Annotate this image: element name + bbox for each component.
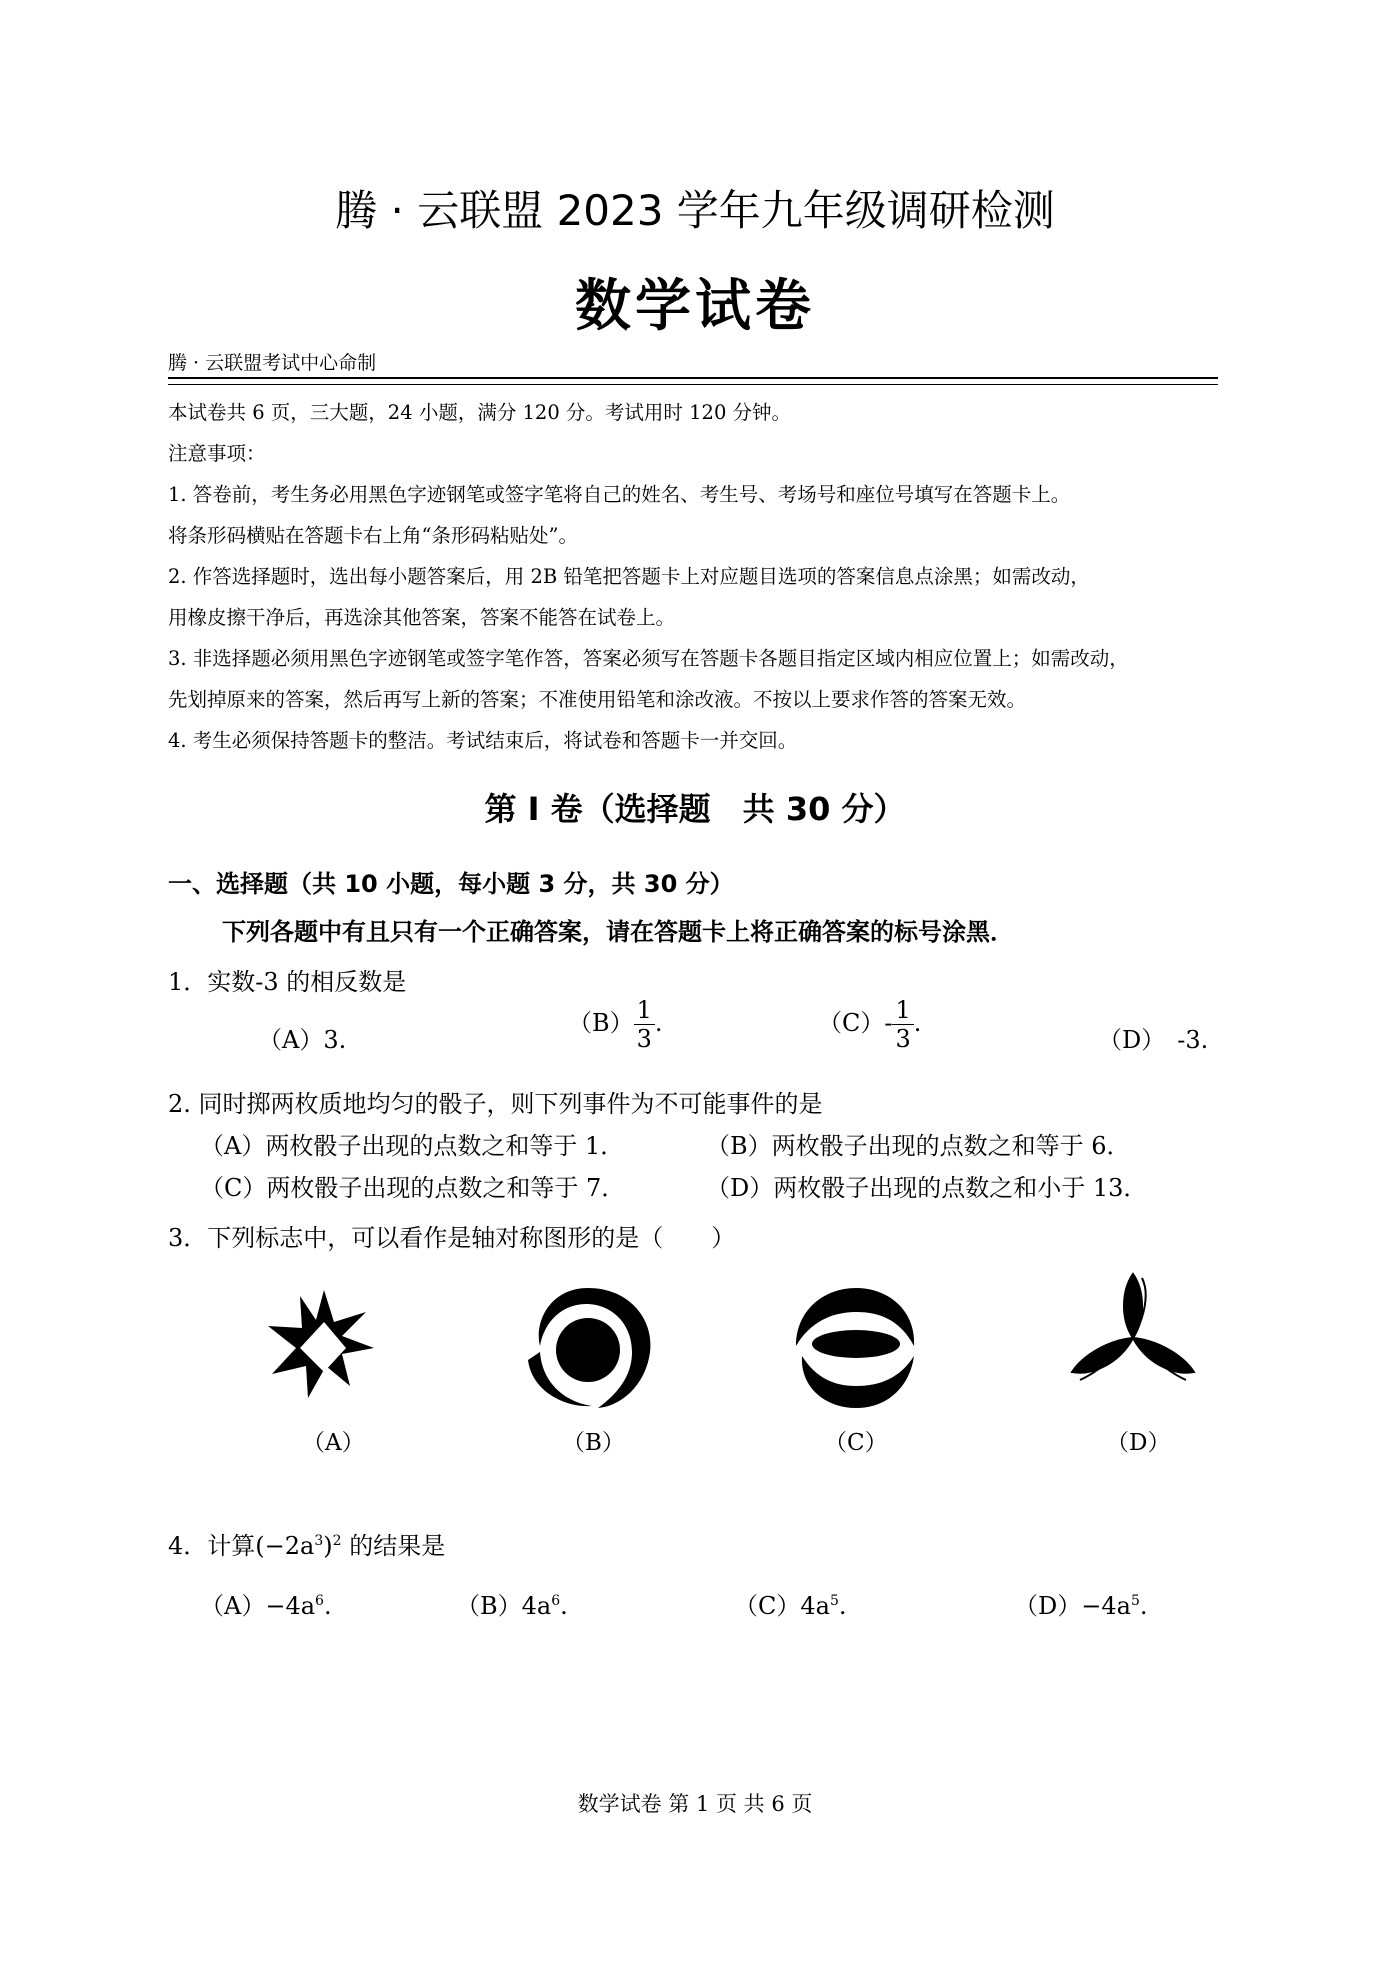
question-2-stem: 2. 同时掷两枚质地均匀的骰子，则下列事件为不可能事件的是 (168, 1090, 823, 1118)
question-3-label-c: （C） (824, 1430, 888, 1456)
exam-series-title: 腾 · 云联盟 2023 学年九年级调研检测 (335, 186, 1055, 235)
option-text: （B）4a (456, 1592, 552, 1620)
fraction (634, 998, 655, 1051)
question-3-label-b: （B） (562, 1430, 625, 1456)
option-period: . (560, 1592, 568, 1620)
notice-line: 用橡皮擦干净后，再选涂其他答案，答案不能答在试卷上。 (168, 606, 676, 629)
exam-issuer: 腾 · 云联盟考试中心命制 (168, 352, 377, 374)
exam-summary: 本试卷共 6 页，三大题，24 小题，满分 120 分。考试用时 120 分钟。 (168, 401, 792, 424)
header-divider-thick (168, 377, 1218, 379)
question-2-option-d: （D）两枚骰子出现的点数之和小于 13． (706, 1174, 1148, 1202)
exponent: 2 (332, 1533, 342, 1549)
notice-line: 先划掉原来的答案，然后再写上新的答案；不准使用铅笔和涂改液。不按以上要求作答的答案无效。 (168, 688, 1027, 711)
notice-line: 2. 作答选择题时，选出每小题答案后，用 2B 铅笔把答题卡上对应题目选项的答案信息点涂黑；如需改动， (168, 565, 1090, 588)
option-text: （D）−4a (1014, 1592, 1131, 1620)
exponent: 5 (1130, 1593, 1140, 1609)
question-1-option-c: （C）- $\frac{1}{3}$ . (818, 996, 922, 1053)
option-text: （C）4a (734, 1592, 830, 1620)
exam-subject-title: 数学试卷 (575, 274, 815, 339)
question-1-option-b: （B） $\frac{1}{3}$ . (568, 996, 663, 1053)
option-c-prefix: （C）- (818, 1009, 893, 1037)
header-divider-thin (168, 384, 1218, 385)
question-1-option-d: （D） -3. (1098, 1026, 1209, 1054)
part-heading: 一、选择题（共 10 小题，每小题 3 分，共 30 分） (168, 870, 734, 898)
question-3-stem: 3．下列标志中，可以看作是轴对称图形的是（ ） (168, 1224, 736, 1252)
question-3-label-a: （A） (302, 1430, 365, 1456)
notice-line: 1. 答卷前，考生务必用黑色字迹钢笔或签字笔将自己的姓名、考生号、考场号和座位号填写在答题卡上。 (168, 483, 1071, 506)
notice-line: 3. 非选择题必须用黑色字迹钢笔或签字笔作答，答案必须写在答题卡各题目指定区域内相应位置上；如需改动， (168, 647, 1129, 670)
part-instruction: 下列各题中有且只有一个正确答案，请在答题卡上将正确答案的标号涂黑． (222, 918, 1014, 946)
option-b-prefix: （B） (568, 1009, 634, 1037)
notice-title: 注意事项： (168, 442, 266, 465)
option-period: . (1139, 1592, 1148, 1620)
question-4-option-d (1014, 1586, 1148, 1621)
page-footer: 数学试卷 第 1 页 共 6 页 (577, 1792, 813, 1816)
stem-expression: (−2a (255, 1532, 315, 1560)
swirl-circle-logo-icon (518, 1282, 658, 1412)
question-2-option-c: （C）两枚骰子出现的点数之和等于 7． (200, 1174, 626, 1202)
fraction-numerator: 1 (892, 998, 913, 1025)
option-period: . (323, 1592, 332, 1620)
exponent: 5 (829, 1593, 839, 1609)
fraction-denominator: 3 (895, 1025, 911, 1053)
question-1-option-a: （A）3. (258, 1026, 347, 1054)
fraction-denominator: 3 (636, 1025, 652, 1053)
question-4-option-c (734, 1586, 847, 1621)
question-4-option-b (456, 1586, 568, 1621)
fraction (892, 998, 913, 1051)
split-ring-logo-icon (780, 1282, 930, 1412)
question-1-stem: 1．实数-3 的相反数是 (168, 968, 407, 996)
question-3-label-d: （D） (1106, 1430, 1171, 1456)
stem-prefix: 4．计算 (168, 1532, 256, 1560)
question-4-stem (168, 1526, 445, 1561)
exponent: 6 (315, 1593, 324, 1609)
option-text: （A）−4a (200, 1592, 316, 1620)
question-2-option-b: （B）两枚骰子出现的点数之和等于 6． (706, 1132, 1131, 1160)
exponent: 3 (314, 1533, 324, 1549)
fraction-numerator: 1 (634, 998, 655, 1025)
section-title: 第 I 卷（选择题 共 30 分） (484, 790, 906, 828)
four-star-logo-icon (258, 1282, 390, 1414)
notice-line: 将条形码横贴在答题卡右上角“条形码粘贴处”。 (168, 524, 578, 547)
exponent: 6 (551, 1593, 561, 1609)
stem-close-paren: ) (323, 1532, 333, 1560)
petal-trefoil-logo-icon (1058, 1268, 1208, 1408)
notice-line: 4. 考生必须保持答题卡的整洁。考试结束后，将试卷和答题卡一并交回。 (168, 729, 798, 752)
question-2-option-a: （A）两枚骰子出现的点数之和等于 1． (200, 1132, 625, 1160)
stem-suffix: 的结果是 (341, 1532, 446, 1560)
question-4-option-a (200, 1586, 332, 1621)
option-period: . (838, 1592, 847, 1620)
